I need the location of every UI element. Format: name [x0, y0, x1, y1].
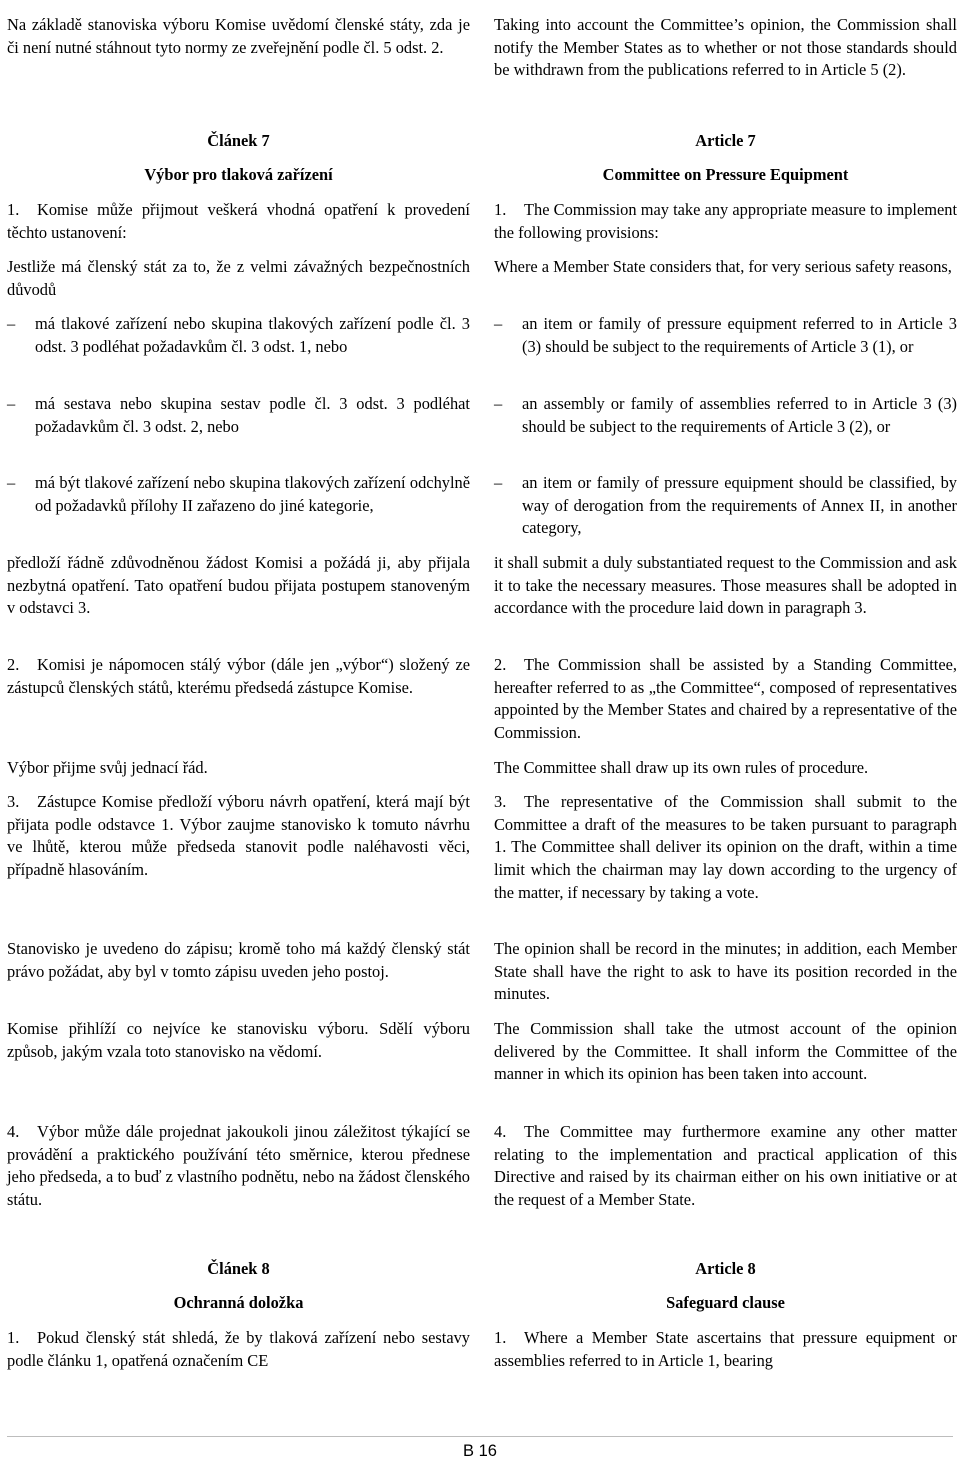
footer-divider: [7, 1436, 953, 1437]
cz-list-dash-1: –: [7, 314, 16, 333]
cz-paragraph-1-number: 1.: [7, 200, 20, 219]
cz-paragraph-2: [7, 654, 470, 699]
en-list-item-1: an item or family of pressure equipment referred to in Article 3 (3) should be subject to the requirements of Article 3 (1), or: [522, 314, 957, 356]
en-article-7-heading: Article 7: [695, 131, 756, 150]
en-list-item-2: an assembly or family of assemblies referred to in Article 3 (3) should be subject to the requirements of Article 3 (2), or: [522, 394, 957, 436]
en-paragraph-1-text: The Commission may take any appropriate measure to implement the following provisions:: [494, 200, 957, 242]
en-paragraph-1: [494, 199, 957, 244]
en-paragraph-3-number: 3.: [494, 792, 507, 811]
cz-paragraph-3-number: 3.: [7, 792, 20, 811]
en-list-item-3: an item or family of pressure equipment should be classified, by way of derogation from the requirements of Annex II, in another category,: [522, 473, 957, 538]
cz-where-paragraph: Jestliže má členský stát za to, že z velmi závažných bezpečnostních důvodů: [7, 257, 470, 299]
cz-minutes-paragraph: Stanovisko je uvedeno do zápisu; kromě toho má každý členský stát právo požádat, aby byl v tomto zápisu uveden jeho postoj.: [7, 939, 470, 981]
cz-article-7-title: Výbor pro tlaková zařízení: [144, 165, 333, 184]
en-paragraph-3: [494, 791, 957, 905]
cz-article-8-paragraph-1-text: Pokud členský stát shledá, že by tlaková zařízení nebo sestavy podle článku 1, opatřená označením CE: [7, 1328, 470, 1370]
cz-article-8-heading: Článek 8: [207, 1259, 270, 1278]
en-rules-paragraph: The Committee shall draw up its own rules of procedure.: [494, 758, 869, 777]
cz-account-paragraph: Komise přihlíží co nejvíce ke stanovisku výboru. Sdělí výboru způsob, jakým vzala toto stanovisko na vědomí.: [7, 1019, 470, 1061]
en-article-8-heading: Article 8: [695, 1259, 756, 1278]
cz-submit-paragraph: předloží řádně zdůvodněnou žádost Komisi a požádá ji, aby přijala nezbytná opatření. Tato opatření budou přijata postupem stanoveným v odstavci 3.: [7, 553, 470, 618]
cz-list-dash-2: –: [7, 394, 16, 413]
page-number: B 16: [463, 1442, 497, 1460]
en-paragraph-2: [494, 654, 957, 745]
en-intro-paragraph: Taking into account the Committee’s opinion, the Commission shall notify the Member States as to whether or not those standards should be withdrawn from the publications referred to in Article 5 (2).: [494, 15, 957, 80]
en-list-dash-3: –: [494, 473, 503, 492]
en-list-dash-1: –: [494, 314, 503, 333]
en-paragraph-1-number: 1.: [494, 200, 507, 219]
cz-paragraph-1-text: Komise může přijmout veškerá vhodná opatření k provedení těchto ustanovení:: [7, 200, 470, 242]
en-submit-paragraph: it shall submit a duly substantiated request to the Commission and ask it to take the necessary measures. Those measures shall be adopted in accordance with the procedure laid down in paragraph 3.: [494, 553, 957, 618]
cz-paragraph-4-text: Výbor může dále projednat jakoukoli jinou záležitost týkající se provádění a praktického používání této směrnice, kterou přednese jeho předseda, a to buď z vlastního podnětu, nebo na žádost členského státu.: [7, 1122, 470, 1210]
cz-rules-paragraph: Výbor přijme svůj jednací řád.: [7, 758, 208, 777]
en-paragraph-4: [494, 1121, 957, 1212]
cz-list-item-2: má sestava nebo skupina sestav podle čl. 3 odst. 3 podléhat požadavkům čl. 3 odst. 2, nebo: [35, 394, 470, 436]
cz-list-item-3: má být tlakové zařízení nebo skupina tlakových zařízení odchylně od požadavků přílohy II zařazeno do jiné kategorie,: [35, 473, 470, 515]
en-paragraph-4-number: 4.: [494, 1122, 507, 1141]
en-where-paragraph: Where a Member State considers that, for very serious safety reasons,: [494, 257, 952, 276]
cz-paragraph-2-text: Komisi je nápomocen stálý výbor (dále jen „výbor“) složený ze zástupců členských států, kterému předsedá zástupce Komise.: [7, 655, 470, 697]
en-article-8-paragraph-1-text: Where a Member State ascertains that pressure equipment or assemblies referred to in Article 1, bearing: [494, 1328, 957, 1370]
en-paragraph-4-text: The Committee may furthermore examine any other matter relating to the implementation and practical application of this Directive and raised by its chairman either on his own initiative or at the request of a Member State.: [494, 1122, 957, 1210]
en-list-dash-2: –: [494, 394, 503, 413]
cz-paragraph-4: [7, 1121, 470, 1212]
cz-list-dash-3: –: [7, 473, 16, 492]
en-account-paragraph: The Commission shall take the utmost account of the opinion delivered by the Committee. It shall inform the Committee of the manner in which its opinion has been taken into account.: [494, 1019, 957, 1084]
cz-article-8-paragraph-1: [7, 1327, 470, 1372]
cz-paragraph-3: [7, 791, 470, 882]
cz-paragraph-1: [7, 199, 470, 244]
en-article-8-title: Safeguard clause: [666, 1293, 785, 1312]
en-article-8-paragraph-1: [494, 1327, 957, 1372]
cz-paragraph-3-text: Zástupce Komise předloží výboru návrh opatření, která mají být přijata podle odstavce 1. Výbor zaujme stanovisko k tomuto návrhu ve lhůtě, kterou může předseda stanovit podle naléhavosti věci, případně hlasováním.: [7, 792, 470, 880]
en-paragraph-3-text: The representative of the Commission shall submit to the Committee a draft of the measures to be taken pursuant to paragraph 1. The Committee shall deliver its opinion on the draft, within a time limit which the chairman may lay down according to the urgency of the matter, if necessary by taking a vote.: [494, 792, 957, 902]
en-article-8-paragraph-1-number: 1.: [494, 1328, 507, 1347]
cz-paragraph-4-number: 4.: [7, 1122, 20, 1141]
en-minutes-paragraph: The opinion shall be record in the minutes; in addition, each Member State shall have the right to ask to have its position recorded in the minutes.: [494, 939, 957, 1004]
cz-article-7-heading: Článek 7: [207, 131, 270, 150]
cz-list-item-1: má tlakové zařízení nebo skupina tlakových zařízení podle čl. 3 odst. 3 podléhat požadavkům čl. 3 odst. 1, nebo: [35, 314, 470, 356]
cz-article-8-paragraph-1-number: 1.: [7, 1328, 20, 1347]
cz-paragraph-2-number: 2.: [7, 655, 20, 674]
en-article-7-title: Committee on Pressure Equipment: [602, 165, 849, 184]
en-paragraph-2-text: The Commission shall be assisted by a Standing Committee, hereafter referred to as „the Committee“, composed of representatives appointed by the Member States and chaired by a representative of the Commission.: [494, 655, 957, 743]
cz-intro-paragraph: Na základě stanoviska výboru Komise uvědomí členské státy, zda je či není nutné stáhnout tyto normy ze zveřejnění podle čl. 5 odst. 2.: [7, 15, 470, 57]
cz-article-8-title: Ochranná doložka: [173, 1293, 304, 1312]
en-paragraph-2-number: 2.: [494, 655, 507, 674]
